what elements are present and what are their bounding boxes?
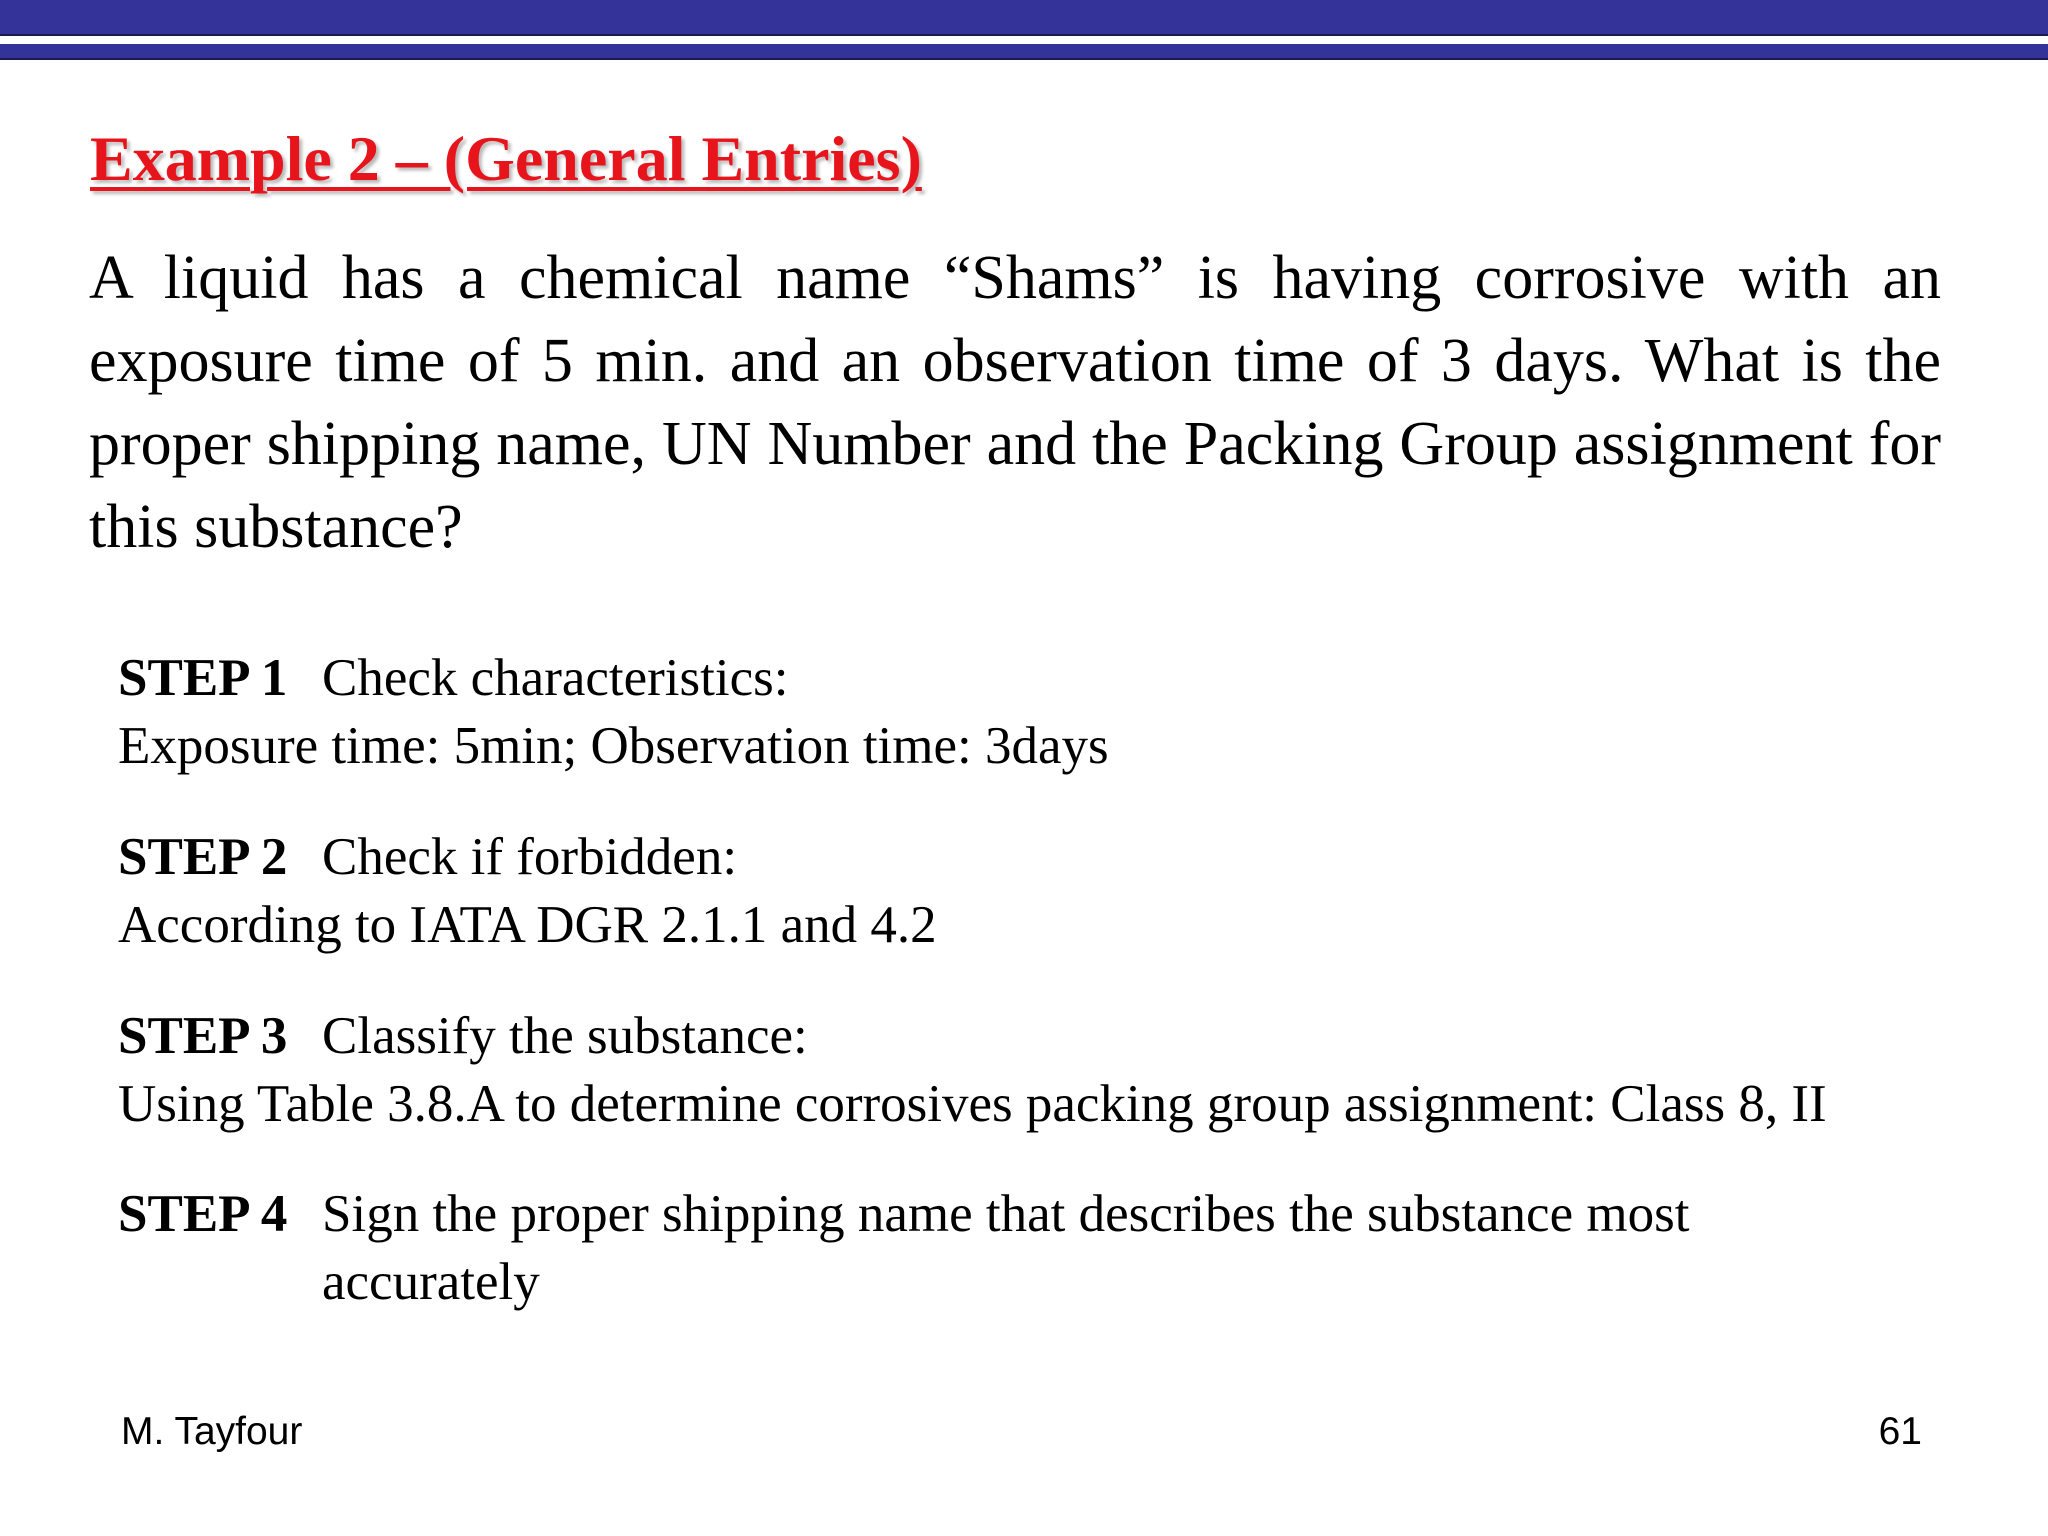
step-1-detail: Exposure time: 5min; Observation time: 3days <box>118 717 1109 775</box>
step-2-heading <box>118 823 1978 891</box>
step-1 <box>118 644 1978 780</box>
step-3-title: Classify the substance: <box>322 1007 808 1065</box>
step-1-title: Check characteristics: <box>322 649 789 707</box>
step-1-heading <box>118 644 1978 712</box>
step-3 <box>118 1002 1978 1138</box>
step-2 <box>118 823 1978 959</box>
footer-author: M. Tayfour <box>121 1410 303 1453</box>
slide-title: Example 2 – (General Entries) <box>90 123 922 194</box>
step-2-detail: According to IATA DGR 2.1.1 and 4.2 <box>118 896 937 954</box>
step-2-title: Check if forbidden: <box>322 828 738 886</box>
step-1-label: STEP 1 <box>118 649 288 707</box>
page-number: 61 <box>1878 1410 1922 1453</box>
step-4-title: Sign the proper shipping name that describes the substance most accurately <box>322 1185 1690 1311</box>
step-2-label: STEP 2 <box>118 828 288 886</box>
step-3-heading <box>118 1002 1978 1070</box>
step-4-heading <box>118 1180 1978 1316</box>
step-3-detail: Using Table 3.8.A to determine corrosives packing group assignment: Class 8, II <box>118 1075 1827 1133</box>
step-3-label: STEP 3 <box>118 1007 288 1065</box>
step-4-label: STEP 4 <box>118 1185 288 1243</box>
header-rule <box>0 44 2048 60</box>
header-bar <box>0 0 2048 36</box>
question-text: A liquid has a chemical name “Shams” is having corrosive with an exposure time of 5 min. and an observation time of 3 days. What is the proper shipping name, UN Number and the Packing Group assignment for this substance? <box>89 244 1941 561</box>
step-4 <box>118 1180 1978 1316</box>
